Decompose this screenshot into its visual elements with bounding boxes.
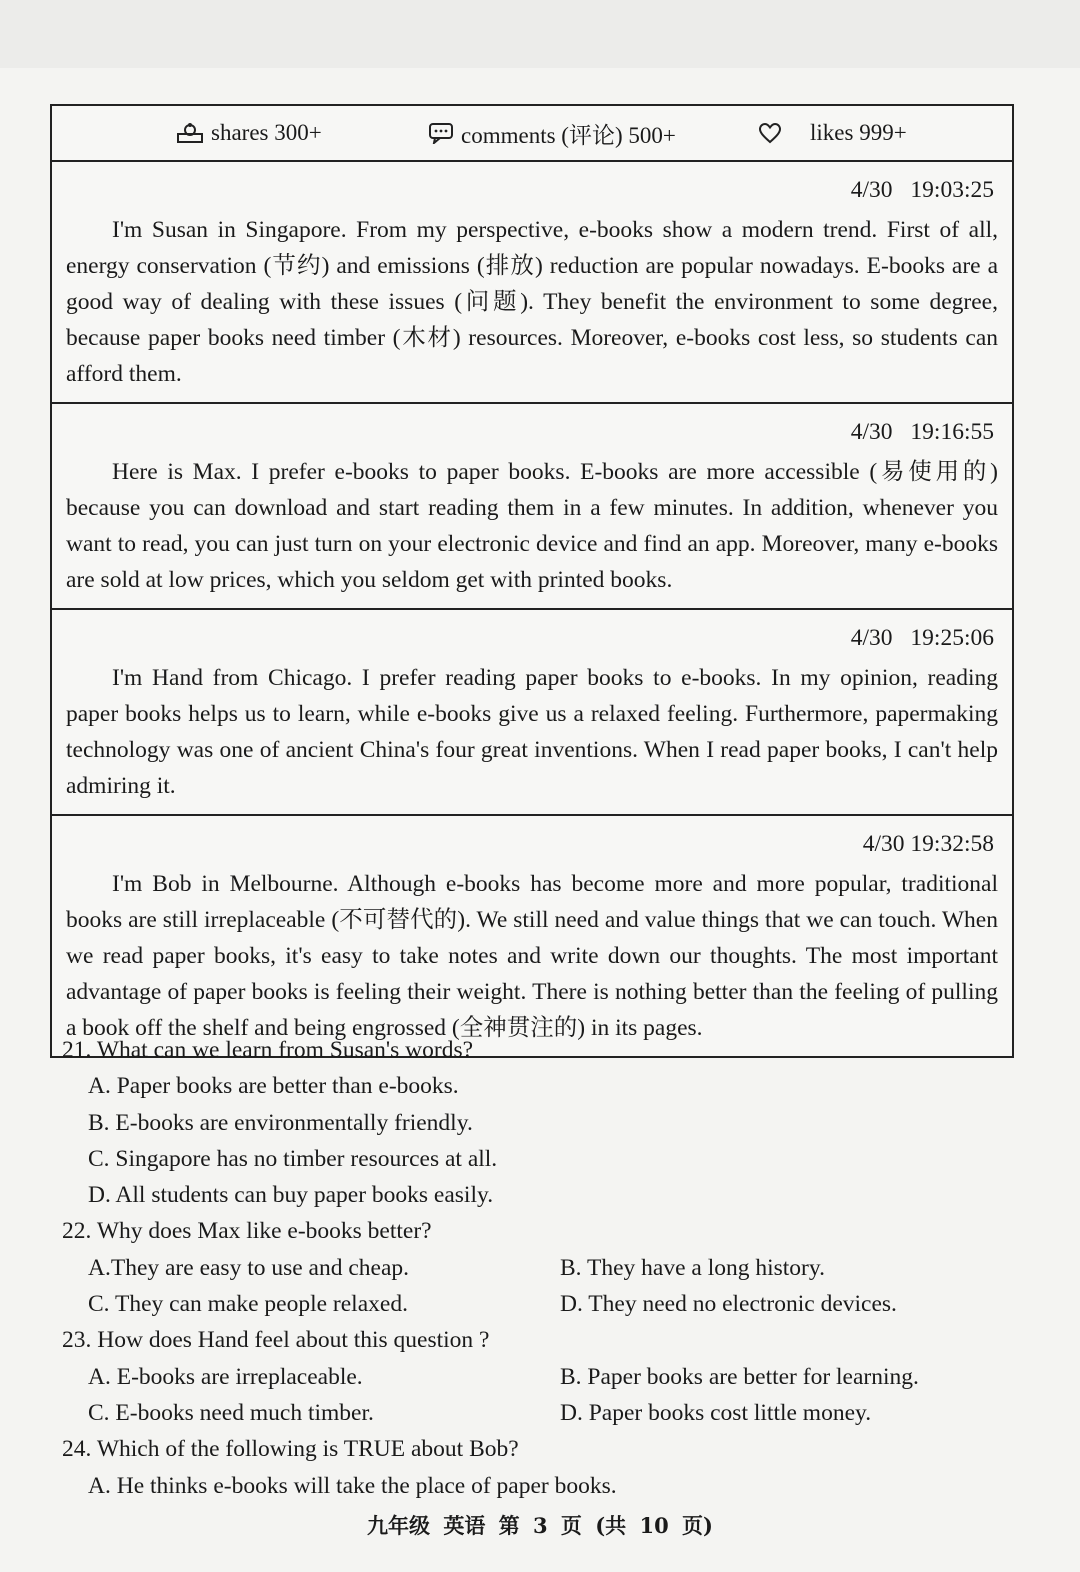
option-a: A. He thinks e-books will take the place of paper books.: [88, 1472, 617, 1499]
question-stem: 21. What can we learn from Susan's words?: [62, 1037, 474, 1063]
option-a: A. E-books are irreplaceable.: [88, 1363, 363, 1390]
post-hand: [52, 610, 1012, 816]
scan-margin: [0, 0, 1080, 68]
option-a: A.They are easy to use and cheap.: [88, 1254, 410, 1281]
option-a: A. Paper books are better than e-books.: [88, 1073, 459, 1100]
option-d: D. All students can buy paper books easily.: [88, 1182, 494, 1209]
option-c: C. They can make people relaxed.: [88, 1291, 408, 1318]
post-text: I'm Susan in Singapore. From my perspective, e-books show a modern trend. First of all, energy conservation (节约) and emissions (排放) reduction are popular nowadays. E-books are a good way of dealing with these issues (问题). They benefit the environment to some degree, because paper books need timber (木材) resources. Moreover, e-books cost less, so students can afford them.: [66, 217, 998, 387]
option-c: C. E-books need much timber.: [88, 1399, 374, 1426]
likes-label: likes 999+: [810, 120, 907, 145]
share-icon: [176, 122, 204, 144]
post-timestamp: 4/30 19:25:06: [850, 625, 994, 651]
likes-stat: [758, 120, 907, 146]
question-24: [62, 1431, 1022, 1504]
question-21: [62, 1032, 1022, 1213]
question-22: [62, 1213, 1022, 1322]
post-timestamp: 4/30 19:03:25: [850, 177, 994, 203]
post-bob: [52, 816, 1012, 1056]
post-susan: [52, 162, 1012, 404]
post-stats-bar: [52, 106, 1012, 162]
shares-label: shares 300+: [211, 120, 322, 145]
post-text: I'm Hand from Chicago. I prefer reading paper books to e-books. In my opinion, reading paper books helps us to learn, while e-books give us a relaxed feeling. Furthermore, papermaking technology was one of ancient China's four great inventions. When I read paper books, I can't help admiring it.: [66, 665, 998, 799]
option-b: B. Paper books are better for learning.: [560, 1363, 919, 1390]
page-footer: 九年级 英语 第 3 页 (共 10 页): [367, 1513, 713, 1538]
post-timestamp: 4/30 19:16:55: [850, 419, 994, 445]
post-timestamp: 4/30 19:32:58: [862, 831, 994, 857]
question-stem: 22. Why does Max like e-books better?: [62, 1218, 432, 1245]
post-max: [52, 404, 1012, 610]
post-text: Here is Max. I prefer e-books to paper books. E-books are more accessible (易使用的) because you can download and start reading them in a few minutes. In addition, whenever you want to read, you can just turn on your electronic device and find an app. Moreover, many e-books are sold at low prices, which you seldom get with printed books.: [66, 459, 998, 593]
option-b: B. They have a long history.: [560, 1254, 825, 1281]
question-stem: 23. How does Hand feel about this question ?: [62, 1327, 490, 1354]
forum-posts-box: [50, 104, 1014, 1058]
comments-label: comments (评论) 500+: [461, 122, 676, 148]
comments-stat: [428, 117, 676, 150]
shares-stat: [176, 120, 322, 146]
post-text: I'm Bob in Melbourne. Although e-books has become more and more popular, traditional books are still irreplaceable (不可替代的). We still need and value things that we can touch. When we read paper books, it's easy to take notes and write down our thoughts. The most important advantage of paper books is feeling their weight. There is nothing better than the feeling of pulling a book off the shelf and being engrossed (全神贯注的) in its pages.: [66, 871, 998, 1041]
question-23: [62, 1322, 1022, 1431]
comment-icon: [428, 122, 454, 144]
option-d: D. Paper books cost little money.: [560, 1399, 872, 1426]
question-stem: 24. Which of the following is TRUE about Bob?: [62, 1436, 519, 1463]
option-d: D. They need no electronic devices.: [560, 1291, 897, 1318]
option-b: B. E-books are environmentally friendly.: [88, 1109, 473, 1136]
heart-icon: [758, 122, 782, 144]
option-c: C. Singapore has no timber resources at all.: [88, 1145, 498, 1172]
question-list: [62, 1032, 1022, 1504]
